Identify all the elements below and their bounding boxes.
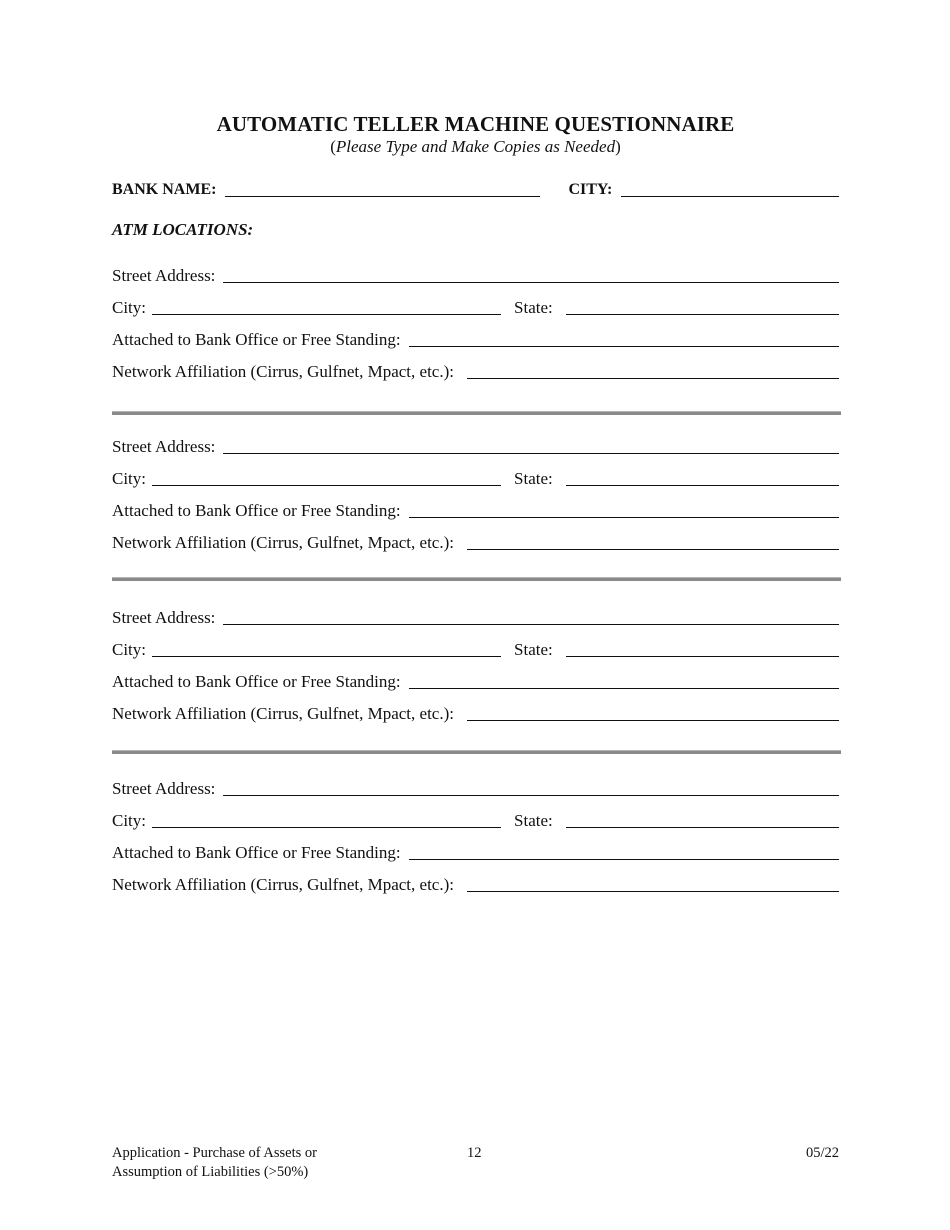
footer-date: 05/22 [805, 1145, 839, 1161]
network-label: Network Affiliation (Cirrus, Gulfnet, Mpact, etc.): [112, 704, 454, 723]
attached-field[interactable] [409, 346, 839, 347]
page-number: 12 [467, 1145, 482, 1161]
attached-field[interactable] [409, 859, 839, 860]
network-label: Network Affiliation (Cirrus, Gulfnet, Mpact, etc.): [112, 362, 454, 381]
state-field[interactable] [566, 485, 839, 486]
page-subtitle: (Please Type and Make Copies as Needed) [330, 137, 621, 156]
street-address-field[interactable] [223, 624, 839, 625]
attached-field[interactable] [409, 517, 839, 518]
state-field[interactable] [566, 314, 839, 315]
street-row [112, 435, 839, 457]
street-address-field[interactable] [223, 795, 839, 796]
bank-city-field[interactable] [621, 196, 839, 197]
attached-label: Attached to Bank Office or Free Standing: [112, 843, 401, 862]
city-field[interactable] [152, 485, 501, 486]
city-state-row [112, 638, 839, 660]
city-state-row [112, 809, 839, 831]
attached-label: Attached to Bank Office or Free Standing: [112, 672, 401, 691]
street-address-field[interactable] [223, 282, 839, 283]
questionnaire-page [112, 0, 839, 1230]
city-state-row [112, 296, 839, 318]
street-address-label: Street Address: [112, 608, 216, 627]
street-address-field[interactable] [223, 453, 839, 454]
city-field[interactable] [152, 656, 501, 657]
attached-field[interactable] [409, 688, 839, 689]
network-field[interactable] [467, 891, 839, 892]
state-field[interactable] [566, 656, 839, 657]
street-address-label: Street Address: [112, 266, 216, 285]
section-divider [112, 577, 841, 581]
state-field[interactable] [566, 827, 839, 828]
attached-row [112, 841, 839, 863]
city-label: City: [112, 469, 147, 488]
footer-form-name: Application - Purchase of Assets or Assumption of Liabilities (>50%) [112, 1145, 317, 1180]
network-label: Network Affiliation (Cirrus, Gulfnet, Mpact, etc.): [112, 875, 454, 894]
network-field[interactable] [467, 378, 839, 379]
page-title: AUTOMATIC TELLER MACHINE QUESTIONNAIRE [216, 112, 735, 136]
city-field[interactable] [152, 314, 501, 315]
attached-label: Attached to Bank Office or Free Standing: [112, 501, 401, 520]
city-field[interactable] [152, 827, 501, 828]
street-row [112, 777, 839, 799]
street-row [112, 264, 839, 286]
state-label: State: [514, 298, 553, 317]
subtitle-instruction: Please Type and Make Copies as Needed [335, 137, 616, 156]
street-row [112, 606, 839, 628]
section-divider [112, 750, 841, 754]
attached-label: Attached to Bank Office or Free Standing: [112, 330, 401, 349]
network-label: Network Affiliation (Cirrus, Gulfnet, Mpact, etc.): [112, 533, 454, 552]
bank-name-label: BANK NAME: [112, 181, 217, 198]
network-field[interactable] [467, 549, 839, 550]
city-label: City: [112, 298, 147, 317]
section-divider [112, 411, 841, 415]
attached-row [112, 670, 839, 692]
street-address-label: Street Address: [112, 437, 216, 456]
state-label: State: [514, 469, 553, 488]
street-address-label: Street Address: [112, 779, 216, 798]
state-label: State: [514, 811, 553, 830]
network-row [112, 360, 839, 382]
bank-row [112, 178, 839, 200]
network-row [112, 531, 839, 553]
city-label: City: [112, 811, 147, 830]
city-label: City: [112, 640, 147, 659]
network-row [112, 873, 839, 895]
state-label: State: [514, 640, 553, 659]
bank-city-label: CITY: [568, 181, 613, 198]
attached-row [112, 499, 839, 521]
city-state-row [112, 467, 839, 489]
network-row [112, 702, 839, 724]
attached-row [112, 328, 839, 350]
bank-name-field[interactable] [225, 196, 540, 197]
network-field[interactable] [467, 720, 839, 721]
atm-locations-heading: ATM LOCATIONS: [112, 220, 254, 239]
